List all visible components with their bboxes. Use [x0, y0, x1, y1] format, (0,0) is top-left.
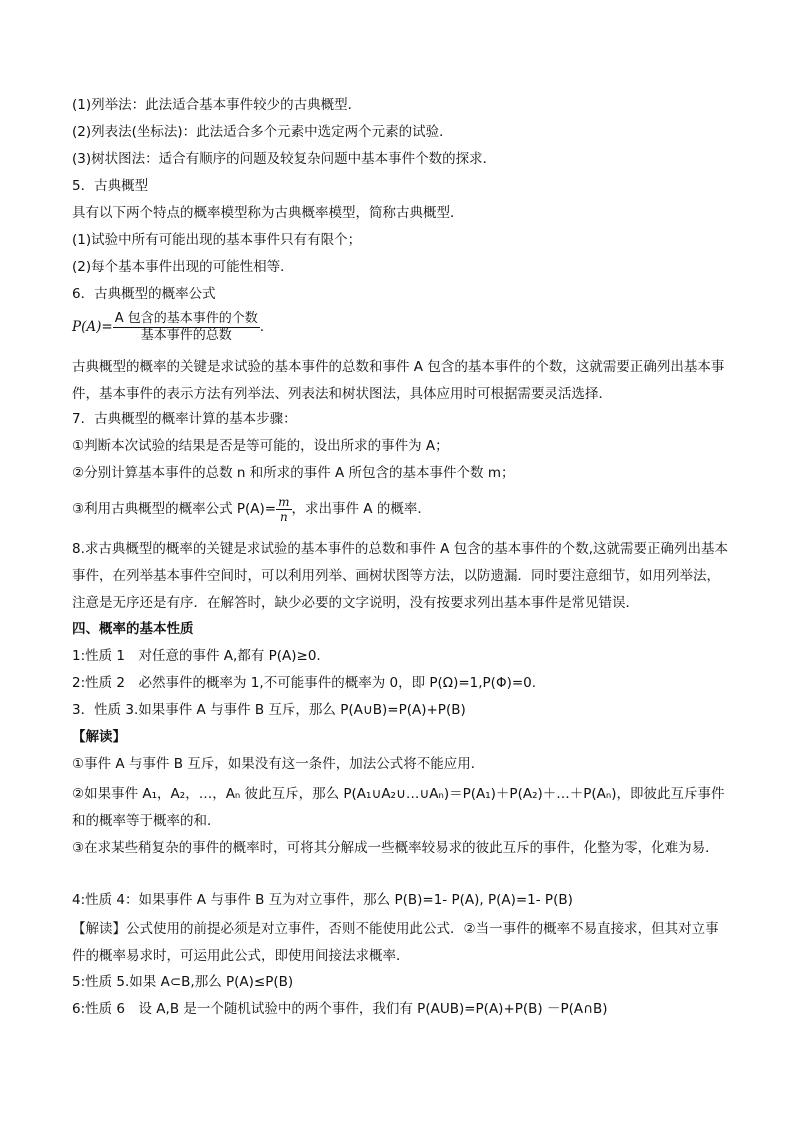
paragraph: 古典概型的概率的关键是求试验的基本事件的总数和事件 A 包含的基本事件的个数，这就需要正确列出基本事件，基本事件的表示方法有列举法、列表法和树状图法，具体应用时可根据需要灵活选择． — [72, 359, 725, 402]
formula2-denominator: n — [276, 509, 291, 524]
formula2-pre: ③利用古典概型的概率公式 P(A)= — [72, 501, 277, 517]
section-heading: 6．古典概型的概率公式 — [72, 286, 216, 302]
formula2-fraction — [276, 495, 291, 524]
text-line: ①判断本次试验的结果是否是等可能的，设出所求的事件为 A； — [72, 438, 449, 454]
text-line: 2:性质 2 必然事件的概率为 1,不可能事件的概率为 0，即 P(Ω)=1,P(Φ)=0. — [72, 675, 537, 691]
text-line: ①事件 A 与事件 B 互斥，如果没有这一条件，加法公式将不能应用． — [72, 756, 485, 772]
formula-fraction — [113, 311, 260, 344]
paragraph: 8.求古典概型的概率的关键是求试验的基本事件的总数和事件 A 包含的基本事件的个数,这就需要正确列出基本事件，在列举基本事件空间时，可以利用列举、画树状图等方法，以防遗漏．同时要注意细节，如用列举法，注意是无序还是有序．在解答时，缺少必要的文字说明，没有按要求列出基本事件是常见错误． — [72, 541, 728, 611]
text-line: (2)每个基本事件出现的可能性相等． — [72, 259, 294, 275]
formula-lhs: P(A)= — [72, 319, 113, 335]
formula-line — [72, 492, 732, 526]
text-line: (3)树状图法：适合有顺序的问题及较复杂问题中基本事件个数的探求． — [72, 151, 497, 167]
paragraph: ②如果事件 A₁，A₂，…，Aₙ 彼此互斥，那么 P(A₁∪A₂∪…∪Aₙ)＝P(A₁)＋P(A₂)＋…＋P(Aₙ)，即彼此互斥事件和的概率等于概率的和． — [72, 786, 725, 829]
note-label: 【解读】 — [72, 729, 126, 745]
text-line: (1)列举法：此法适合基本事件较少的古典概型． — [72, 97, 362, 113]
formula2-numerator: m — [278, 494, 290, 509]
paragraph: 【解读】公式使用的前提必须是对立事件，否则不能使用此公式．②当一事件的概率不易直接求，但其对立事件的概率易求时，可运用此公式，即使用间接法求概率． — [72, 921, 719, 964]
probability-formula — [72, 310, 732, 344]
text-line: 具有以下两个特点的概率模型称为古典概率模型，简称古典概型． — [72, 205, 464, 221]
text-line: 3．性质 3.如果事件 A 与事件 B 互斥，那么 P(A∪B)=P(A)+P(B) — [72, 702, 466, 718]
formula-denominator: 基本事件的总数 — [113, 327, 260, 344]
section-heading: 5．古典概型 — [72, 178, 149, 194]
formula-tail: . — [259, 319, 265, 335]
text-line: 6:性质 6 设 A,B 是一个随机试验中的两个事件，我们有 P(AUB)=P(A)+P(B) －P(A∩B) — [72, 1001, 608, 1017]
text-line: 1:性质 1 对任意的事件 A,都有 P(A)≥0. — [72, 648, 321, 664]
text-line: (2)列表法(坐标法)：此法适合多个元素中选定两个元素的试验． — [72, 124, 453, 140]
text-line: 4:性质 4：如果事件 A 与事件 B 互为对立事件，那么 P(B)=1- P(A), P(A)=1- P(B) — [72, 892, 573, 908]
paragraph: ③在求某些稍复杂的事件的概率时，可将其分解成一些概率较易求的彼此互斥的事件，化整为零，化难为易． — [72, 840, 719, 856]
section-heading: 7．古典概型的概率计算的基本步骤： — [72, 411, 297, 427]
formula-numerator: A 包含的基本事件的个数 — [114, 310, 258, 326]
text-line: ②分别计算基本事件的总数 n 和所求的事件 A 所包含的基本事件个数 m； — [72, 465, 515, 481]
section-heading: 四、概率的基本性质 — [72, 621, 194, 637]
formula2-post: ，求出事件 A 的概率. — [291, 501, 422, 517]
text-line: 5:性质 5.如果 A⊂B,那么 P(A)≤P(B) — [72, 974, 294, 990]
text-line: (1)试验中所有可能出现的基本事件只有有限个； — [72, 232, 362, 248]
